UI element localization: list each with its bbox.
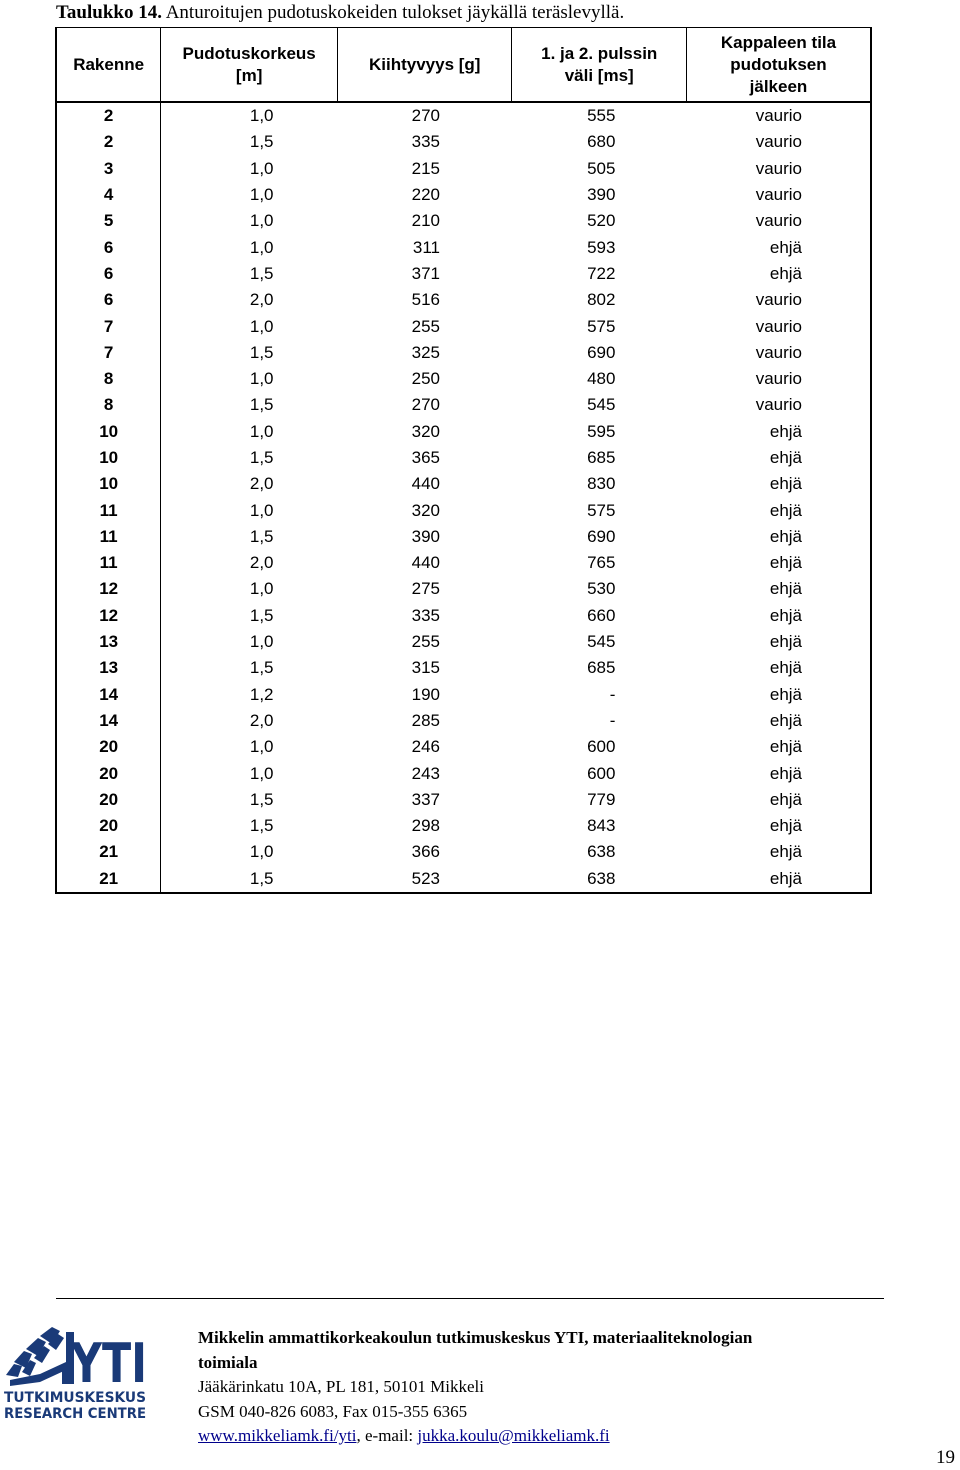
cell-kappaleen-tila: ehjä	[686, 813, 871, 839]
cell-pulssivali: 779	[587, 789, 616, 809]
cell-pulssivali: 595	[587, 421, 616, 441]
cell-pulssivali: 638	[512, 866, 686, 893]
logo-line1: TUTKIMUSKESKUS	[4, 1390, 146, 1406]
cell-pulssivali: -	[609, 710, 616, 730]
cell-pudotuskorkeus: 1,0	[249, 211, 274, 231]
cell-pudotuskorkeus: 1,0	[249, 158, 274, 178]
cell-rakenne: 12	[56, 603, 161, 629]
footer-divider	[56, 1298, 884, 1299]
cell-kiihtyvyys: 270	[411, 395, 440, 415]
table-row	[56, 419, 871, 445]
cell-kappaleen-tila: ehjä	[686, 603, 871, 629]
cell-pudotuskorkeus: 1,0	[249, 185, 274, 205]
cell-kappaleen-tila: vaurio	[686, 287, 871, 313]
cell-pulssivali: 505	[587, 158, 616, 178]
cell-pulssivali: 722	[587, 263, 616, 283]
cell-pudotuskorkeus: 2,0	[249, 290, 274, 310]
logo-line2: RESEARCH CENTRE	[4, 1406, 146, 1422]
cell-pudotuskorkeus: 1,2	[249, 684, 274, 704]
table-row	[56, 287, 871, 313]
cell-pulssivali: 530	[587, 579, 616, 599]
cell-rakenne: 4	[56, 182, 161, 208]
cell-pulssivali: 555	[587, 106, 616, 126]
cell-kiihtyvyys: 255	[411, 316, 440, 336]
cell-kappaleen-tila: vaurio	[686, 313, 871, 339]
cell-kiihtyvyys: 516	[411, 290, 440, 310]
cell-kiihtyvyys: 320	[411, 421, 440, 441]
table-row	[56, 471, 871, 497]
cell-kiihtyvyys: 298	[411, 816, 440, 836]
header-pudotuskorkeus: Pudotuskorkeus [m]	[161, 28, 338, 103]
header-rakenne: Rakenne	[56, 28, 161, 103]
cell-pulssivali: 575	[587, 500, 616, 520]
cell-rakenne: 14	[56, 682, 161, 708]
caption-text: Anturoitujen pudotuskokeiden tulokset jäykällä teräslevyllä.	[165, 2, 625, 23]
cell-rakenne: 20	[56, 734, 161, 760]
cell-pudotuskorkeus: 1,0	[249, 316, 274, 336]
cell-pulssivali: 843	[587, 816, 616, 836]
cell-rakenne: 7	[56, 313, 161, 339]
cell-kappaleen-tila: vaurio	[686, 208, 871, 234]
table-row	[56, 708, 871, 734]
cell-rakenne: 8	[56, 366, 161, 392]
cell-rakenne: 11	[56, 497, 161, 523]
header-kappaleen-tila: Kappaleen tila pudotuksen jälkeen	[686, 28, 871, 103]
cell-kappaleen-tila: ehjä	[686, 524, 871, 550]
table-row	[56, 313, 871, 339]
cell-pudotuskorkeus: 1,5	[249, 816, 274, 836]
cell-pudotuskorkeus: 1,0	[249, 632, 274, 652]
cell-pulssivali: 830	[587, 474, 616, 494]
cell-pudotuskorkeus: 1,5	[249, 395, 274, 415]
table-row	[56, 102, 871, 129]
cell-pudotuskorkeus: 1,5	[249, 448, 274, 467]
cell-kappaleen-tila: ehjä	[686, 734, 871, 760]
cell-rakenne: 12	[56, 576, 161, 602]
cell-kiihtyvyys: 275	[411, 579, 440, 599]
website-link[interactable]: www.mikkeliamk.fi/yti	[198, 1426, 357, 1445]
cell-pudotuskorkeus: 1,5	[249, 132, 274, 152]
cell-rakenne: 5	[56, 208, 161, 234]
table-body	[56, 102, 871, 893]
table-row	[56, 682, 871, 708]
cell-kappaleen-tila: ehjä	[686, 682, 871, 708]
cell-kiihtyvyys: 285	[411, 710, 440, 730]
cell-pulssivali: 545	[587, 395, 616, 415]
cell-kappaleen-tila: vaurio	[686, 392, 871, 418]
table-row	[56, 445, 871, 471]
cell-rakenne: 20	[56, 760, 161, 786]
cell-pulssivali: 600	[587, 737, 616, 757]
cell-pulssivali: 660	[587, 605, 616, 625]
cell-rakenne: 2	[56, 102, 161, 129]
cell-kiihtyvyys: 315	[411, 658, 440, 678]
cell-pudotuskorkeus: 1,0	[249, 842, 274, 862]
cell-pulssivali: 802	[587, 290, 616, 310]
table-row	[56, 603, 871, 629]
footer-links	[198, 1424, 752, 1449]
footer-contact	[198, 1326, 752, 1449]
cell-pudotuskorkeus: 2,0	[249, 553, 274, 573]
cell-kiihtyvyys: 440	[411, 474, 440, 494]
table-row	[56, 576, 871, 602]
table-row	[56, 655, 871, 681]
cell-pudotuskorkeus: 1,5	[249, 526, 274, 546]
cell-rakenne: 8	[56, 392, 161, 418]
cell-kappaleen-tila: vaurio	[686, 156, 871, 182]
cell-kiihtyvyys: 215	[411, 158, 440, 178]
table-row	[56, 787, 871, 813]
cell-kiihtyvyys: 337	[411, 789, 440, 809]
cell-rakenne: 10	[56, 419, 161, 445]
cell-rakenne: 13	[56, 629, 161, 655]
footer-org-line2: toimiala	[198, 1352, 258, 1372]
cell-pudotuskorkeus: 2,0	[249, 710, 274, 730]
cell-pulssivali: 520	[587, 211, 616, 231]
cell-pudotuskorkeus: 1,0	[249, 737, 274, 757]
cell-rakenne: 14	[56, 708, 161, 734]
cell-pudotuskorkeus: 1,0	[249, 421, 274, 441]
cell-kiihtyvyys: 365	[411, 448, 440, 467]
cell-rakenne: 6	[56, 287, 161, 313]
cell-kappaleen-tila: ehjä	[686, 866, 871, 893]
cell-kiihtyvyys: 320	[411, 500, 440, 520]
cell-kiihtyvyys: 371	[411, 263, 440, 283]
cell-pulssivali: 690	[587, 342, 616, 362]
table-row	[56, 524, 871, 550]
cell-kiihtyvyys: 190	[411, 684, 440, 704]
cell-pudotuskorkeus: 1,5	[249, 342, 274, 362]
cell-kappaleen-tila: ehjä	[686, 419, 871, 445]
footer-phone: GSM 040-826 6083, Fax 015-355 6365	[198, 1401, 468, 1421]
cell-rakenne: 13	[56, 655, 161, 681]
cell-rakenne: 10	[56, 445, 161, 471]
email-separator: , e-mail:	[356, 1426, 418, 1445]
cell-pudotuskorkeus: 1,0	[249, 369, 274, 389]
cell-rakenne: 11	[56, 524, 161, 550]
cell-pudotuskorkeus: 2,0	[249, 474, 274, 494]
cell-kappaleen-tila: vaurio	[686, 340, 871, 366]
cell-rakenne: 21	[56, 866, 161, 893]
cell-kiihtyvyys: 243	[411, 763, 440, 783]
cell-kiihtyvyys: 311	[412, 237, 440, 257]
table-row	[56, 156, 871, 182]
cell-pulssivali: 480	[587, 369, 616, 389]
cell-kappaleen-tila: ehjä	[686, 787, 871, 813]
cell-kiihtyvyys: 270	[411, 106, 440, 126]
table-row	[56, 392, 871, 418]
cell-rakenne: 10	[56, 471, 161, 497]
cell-kiihtyvyys: 523	[338, 866, 512, 893]
cell-pudotuskorkeus: 1,0	[249, 237, 274, 257]
table-row	[56, 734, 871, 760]
table-header-row	[56, 28, 871, 103]
cell-pulssivali: 685	[587, 448, 616, 467]
cell-pudotuskorkeus: 1,5	[249, 658, 274, 678]
cell-rakenne: 6	[56, 234, 161, 260]
cell-kappaleen-tila: vaurio	[686, 366, 871, 392]
header-kiihtyvyys: Kiihtyvyys [g]	[338, 28, 512, 103]
footer-org-line1: Mikkelin ammattikorkeakoulun tutkimuskeskus YTI, materiaaliteknologian	[198, 1328, 753, 1347]
cell-rakenne: 6	[56, 261, 161, 287]
table-row	[56, 839, 871, 865]
cell-kappaleen-tila: ehjä	[686, 839, 871, 865]
cell-kiihtyvyys: 325	[411, 342, 440, 362]
table-row	[56, 182, 871, 208]
cell-pudotuskorkeus: 1,0	[249, 579, 274, 599]
cell-pudotuskorkeus: 1,5	[249, 789, 274, 809]
cell-pulssivali: 575	[587, 316, 616, 336]
caption-label: Taulukko 14.	[56, 2, 162, 23]
cell-kappaleen-tila: ehjä	[686, 234, 871, 260]
cell-pulssivali: 545	[587, 632, 616, 652]
results-table	[55, 27, 872, 894]
cell-pulssivali: 638	[587, 842, 616, 862]
table-caption	[56, 2, 624, 24]
cell-pudotuskorkeus: 1,5	[249, 263, 274, 283]
cell-kiihtyvyys: 335	[411, 605, 440, 625]
cell-kiihtyvyys: 250	[411, 369, 440, 389]
cell-rakenne: 7	[56, 340, 161, 366]
email-link[interactable]: jukka.koulu@mikkeliamk.fi	[417, 1426, 610, 1445]
cell-kappaleen-tila: ehjä	[686, 550, 871, 576]
cell-rakenne: 3	[56, 156, 161, 182]
cell-kappaleen-tila: ehjä	[686, 576, 871, 602]
yti-logo-icon	[0, 1322, 150, 1422]
logo-name: YTI	[70, 1332, 147, 1395]
cell-rakenne: 20	[56, 787, 161, 813]
cell-rakenne: 11	[56, 550, 161, 576]
table-row	[56, 813, 871, 839]
table-row	[56, 497, 871, 523]
cell-rakenne: 20	[56, 813, 161, 839]
cell-kappaleen-tila: vaurio	[686, 102, 871, 129]
cell-kiihtyvyys: 335	[411, 132, 440, 152]
cell-pulssivali: 390	[587, 185, 616, 205]
cell-kiihtyvyys: 246	[411, 737, 440, 757]
cell-pulssivali: 600	[587, 763, 616, 783]
table-row	[56, 366, 871, 392]
cell-kappaleen-tila: vaurio	[686, 129, 871, 155]
cell-kiihtyvyys: 366	[411, 842, 440, 862]
table-row	[56, 340, 871, 366]
table-row	[56, 261, 871, 287]
cell-kappaleen-tila: ehjä	[686, 471, 871, 497]
page-number: 19	[936, 1447, 955, 1468]
cell-pulssivali: 593	[587, 237, 616, 257]
cell-kappaleen-tila: ehjä	[686, 261, 871, 287]
header-pulssivali: 1. ja 2. pulssin väli [ms]	[512, 28, 686, 103]
cell-pudotuskorkeus: 1,5	[249, 605, 274, 625]
table-row	[56, 866, 871, 893]
cell-kiihtyvyys: 255	[411, 632, 440, 652]
cell-pulssivali: 680	[587, 132, 616, 152]
cell-kiihtyvyys: 220	[411, 185, 440, 205]
cell-kappaleen-tila: ehjä	[686, 629, 871, 655]
cell-kappaleen-tila: ehjä	[686, 445, 871, 471]
footer-address: Jääkärinkatu 10A, PL 181, 50101 Mikkeli	[198, 1377, 484, 1396]
cell-kiihtyvyys: 210	[411, 211, 440, 231]
table-row	[56, 760, 871, 786]
cell-rakenne: 2	[56, 129, 161, 155]
cell-kappaleen-tila: vaurio	[686, 182, 871, 208]
table-row	[56, 129, 871, 155]
cell-kappaleen-tila: ehjä	[686, 497, 871, 523]
cell-pulssivali: -	[609, 684, 616, 704]
cell-kappaleen-tila: ehjä	[686, 760, 871, 786]
cell-kiihtyvyys: 390	[411, 526, 440, 546]
table-row	[56, 629, 871, 655]
table-row	[56, 550, 871, 576]
cell-pulssivali: 765	[587, 553, 616, 573]
cell-kiihtyvyys: 440	[411, 553, 440, 573]
cell-pudotuskorkeus: 1,5	[161, 866, 338, 893]
cell-pulssivali: 685	[587, 658, 616, 678]
table-row	[56, 234, 871, 260]
cell-rakenne: 21	[56, 839, 161, 865]
cell-kappaleen-tila: ehjä	[686, 708, 871, 734]
cell-pulssivali: 690	[587, 526, 616, 546]
cell-kappaleen-tila: ehjä	[686, 655, 871, 681]
cell-pudotuskorkeus: 1,0	[249, 500, 274, 520]
table-row	[56, 208, 871, 234]
cell-pudotuskorkeus: 1,0	[249, 763, 274, 783]
cell-pudotuskorkeus: 1,0	[249, 106, 274, 126]
